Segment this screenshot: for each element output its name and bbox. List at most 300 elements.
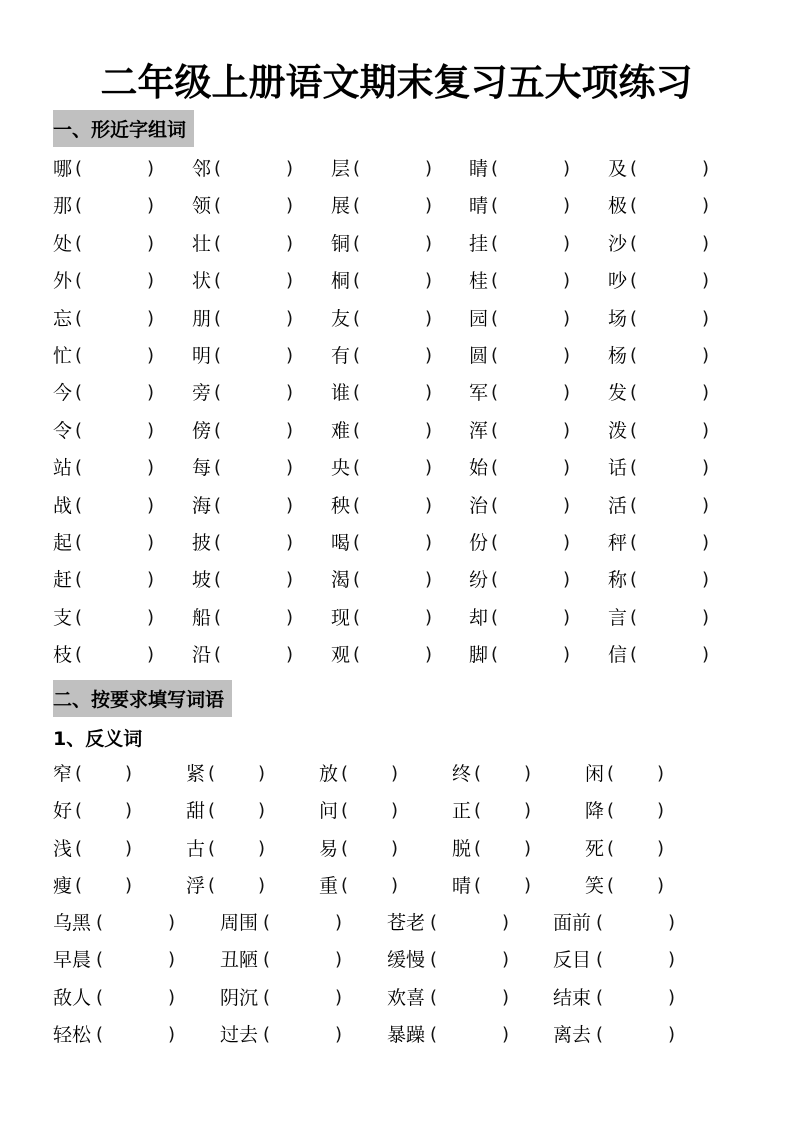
exercise-item xyxy=(53,565,188,595)
answer-blank[interactable] xyxy=(104,911,166,935)
close-paren: ) xyxy=(425,382,433,404)
prompt-character: 丑陋 xyxy=(220,949,259,972)
prompt-character: 站 xyxy=(53,457,73,480)
answer-blank[interactable] xyxy=(438,986,500,1010)
exercise-item xyxy=(608,453,743,483)
close-paren: ) xyxy=(702,195,710,217)
answer-blank[interactable] xyxy=(222,568,284,592)
prompt-character: 离去 xyxy=(553,1024,592,1047)
open-paren: ( xyxy=(491,382,499,404)
prompt-character: 面前 xyxy=(553,912,592,934)
answer-blank[interactable] xyxy=(83,269,145,293)
exercise-row xyxy=(0,266,793,296)
exercise-item xyxy=(192,603,327,633)
open-paren: ( xyxy=(214,382,222,404)
open-paren: ( xyxy=(341,875,349,897)
answer-blank[interactable] xyxy=(361,381,423,405)
close-paren: ) xyxy=(563,644,571,666)
prompt-character: 终 xyxy=(452,763,472,785)
answer-blank[interactable] xyxy=(349,874,389,898)
answer-blank[interactable] xyxy=(438,911,500,935)
close-paren: ) xyxy=(168,1024,176,1046)
answer-blank[interactable] xyxy=(83,307,145,331)
close-paren: ) xyxy=(524,763,532,784)
open-paren: ( xyxy=(75,837,83,859)
close-paren: ) xyxy=(668,912,676,933)
prompt-character: 放 xyxy=(319,763,339,785)
answer-blank[interactable] xyxy=(361,232,423,256)
answer-blank[interactable] xyxy=(499,344,561,368)
answer-blank[interactable] xyxy=(222,643,284,667)
answer-blank[interactable] xyxy=(83,194,145,218)
prompt-character: 苍老 xyxy=(387,912,426,934)
answer-blank[interactable] xyxy=(222,157,284,181)
answer-blank[interactable] xyxy=(499,456,561,480)
exercise-item xyxy=(53,491,188,521)
answer-blank[interactable] xyxy=(83,799,123,823)
section-heading-similar-characters: 一、形近字组词 xyxy=(53,110,194,147)
close-paren: ) xyxy=(286,606,294,628)
answer-blank[interactable] xyxy=(361,494,423,518)
answer-blank[interactable] xyxy=(638,194,700,218)
open-paren: ( xyxy=(263,1024,271,1046)
answer-blank[interactable] xyxy=(438,948,500,972)
exercise-item xyxy=(608,304,743,334)
prompt-character: 枝 xyxy=(53,644,73,667)
answer-blank[interactable] xyxy=(222,606,284,630)
exercise-item xyxy=(192,528,327,558)
prompt-character: 信 xyxy=(608,644,628,667)
open-paren: ( xyxy=(208,837,216,859)
answer-blank[interactable] xyxy=(216,837,256,861)
answer-blank[interactable] xyxy=(499,643,561,667)
answer-blank[interactable] xyxy=(271,948,333,972)
prompt-character: 秧 xyxy=(331,494,351,517)
prompt-character: 始 xyxy=(469,457,489,480)
answer-blank[interactable] xyxy=(482,799,522,823)
prompt-character: 桐 xyxy=(331,270,351,293)
close-paren: ) xyxy=(563,195,571,217)
answer-blank[interactable] xyxy=(499,381,561,405)
exercise-item xyxy=(331,453,466,483)
open-paren: ( xyxy=(630,195,638,217)
answer-blank[interactable] xyxy=(271,1023,333,1047)
answer-blank[interactable] xyxy=(361,307,423,331)
exercise-row xyxy=(0,378,793,408)
answer-blank[interactable] xyxy=(222,232,284,256)
prompt-character: 纷 xyxy=(469,569,489,592)
open-paren: ( xyxy=(630,232,638,254)
open-paren: ( xyxy=(353,382,361,404)
prompt-character: 沙 xyxy=(608,232,628,255)
prompt-character: 沿 xyxy=(192,644,212,667)
open-paren: ( xyxy=(353,307,361,329)
open-paren: ( xyxy=(630,307,638,329)
answer-blank[interactable] xyxy=(222,531,284,555)
close-paren: ) xyxy=(524,800,532,822)
answer-blank[interactable] xyxy=(104,986,166,1010)
exercise-item xyxy=(220,945,380,975)
answer-blank[interactable] xyxy=(638,568,700,592)
open-paren: ( xyxy=(353,195,361,217)
close-paren: ) xyxy=(702,232,710,254)
exercise-row xyxy=(0,640,793,670)
exercise-item xyxy=(53,266,188,296)
close-paren: ) xyxy=(657,875,665,897)
exercise-row xyxy=(0,834,793,864)
exercise-item xyxy=(608,266,743,296)
close-paren: ) xyxy=(147,644,155,666)
answer-blank[interactable] xyxy=(499,232,561,256)
answer-blank[interactable] xyxy=(499,568,561,592)
open-paren: ( xyxy=(491,494,499,516)
close-paren: ) xyxy=(425,232,433,254)
close-paren: ) xyxy=(147,195,155,217)
open-paren: ( xyxy=(353,644,361,666)
exercise-item xyxy=(192,565,327,595)
prompt-character: 令 xyxy=(53,419,73,442)
answer-blank[interactable] xyxy=(638,456,700,480)
exercise-item xyxy=(469,640,604,670)
close-paren: ) xyxy=(147,345,155,366)
exercise-row xyxy=(0,416,793,446)
prompt-character: 领 xyxy=(192,195,212,218)
exercise-item xyxy=(331,491,466,521)
answer-blank[interactable] xyxy=(499,531,561,555)
open-paren: ( xyxy=(214,532,222,553)
exercise-item xyxy=(469,378,604,408)
prompt-character: 极 xyxy=(608,195,628,218)
answer-blank[interactable] xyxy=(604,911,666,935)
exercise-item xyxy=(53,759,178,789)
open-paren: ( xyxy=(607,837,615,859)
answer-blank[interactable] xyxy=(638,381,700,405)
answer-blank[interactable] xyxy=(361,194,423,218)
exercise-item xyxy=(331,229,466,259)
prompt-character: 及 xyxy=(608,158,628,180)
answer-blank[interactable] xyxy=(83,837,123,861)
open-paren: ( xyxy=(353,494,361,516)
exercise-item xyxy=(469,528,604,558)
open-paren: ( xyxy=(491,158,499,179)
answer-blank[interactable] xyxy=(604,986,666,1010)
exercise-item xyxy=(186,759,311,789)
answer-blank[interactable] xyxy=(216,799,256,823)
prompt-character: 份 xyxy=(469,532,489,554)
close-paren: ) xyxy=(702,419,710,441)
answer-blank[interactable] xyxy=(222,269,284,293)
close-paren: ) xyxy=(286,232,294,254)
prompt-character: 铜 xyxy=(331,232,351,255)
open-paren: ( xyxy=(263,986,271,1008)
open-paren: ( xyxy=(607,875,615,897)
close-paren: ) xyxy=(258,837,266,859)
exercise-item xyxy=(319,834,444,864)
exercise-item xyxy=(53,603,188,633)
close-paren: ) xyxy=(147,307,155,329)
answer-blank[interactable] xyxy=(438,1023,500,1047)
exercise-row xyxy=(0,154,793,184)
prompt-character: 吵 xyxy=(608,270,628,293)
exercise-item xyxy=(585,759,710,789)
answer-blank[interactable] xyxy=(638,494,700,518)
exercise-item xyxy=(319,871,444,901)
answer-blank[interactable] xyxy=(104,948,166,972)
answer-blank[interactable] xyxy=(638,344,700,368)
exercise-item xyxy=(53,908,213,938)
open-paren: ( xyxy=(491,532,499,553)
answer-blank[interactable] xyxy=(83,157,145,181)
open-paren: ( xyxy=(353,419,361,441)
answer-blank[interactable] xyxy=(83,643,145,667)
answer-blank[interactable] xyxy=(361,531,423,555)
exercise-item xyxy=(53,304,188,334)
open-paren: ( xyxy=(75,569,83,591)
close-paren: ) xyxy=(147,382,155,404)
answer-blank[interactable] xyxy=(83,494,145,518)
exercise-item xyxy=(53,983,213,1013)
prompt-character: 朋 xyxy=(192,307,212,330)
close-paren: ) xyxy=(286,569,294,591)
prompt-character: 挂 xyxy=(469,232,489,255)
open-paren: ( xyxy=(430,912,438,933)
close-paren: ) xyxy=(286,382,294,404)
answer-blank[interactable] xyxy=(638,269,700,293)
exercise-item xyxy=(469,341,604,371)
prompt-character: 晴 xyxy=(469,195,489,218)
exercise-item xyxy=(608,416,743,446)
close-paren: ) xyxy=(286,457,294,479)
exercise-item xyxy=(608,528,743,558)
exercise-item xyxy=(331,603,466,633)
answer-blank[interactable] xyxy=(222,381,284,405)
open-paren: ( xyxy=(491,606,499,628)
prompt-character: 脚 xyxy=(469,644,489,667)
open-paren: ( xyxy=(75,800,83,822)
exercise-item xyxy=(319,759,444,789)
answer-blank[interactable] xyxy=(83,456,145,480)
answer-blank[interactable] xyxy=(104,1023,166,1047)
exercise-item xyxy=(387,945,547,975)
close-paren: ) xyxy=(147,569,155,591)
prompt-character: 处 xyxy=(53,232,73,255)
close-paren: ) xyxy=(286,158,294,179)
answer-blank[interactable] xyxy=(216,762,256,786)
open-paren: ( xyxy=(214,345,222,366)
close-paren: ) xyxy=(563,494,571,516)
exercise-item xyxy=(331,191,466,221)
open-paren: ( xyxy=(474,837,482,859)
answer-blank[interactable] xyxy=(216,874,256,898)
answer-blank[interactable] xyxy=(604,948,666,972)
open-paren: ( xyxy=(75,644,83,666)
close-paren: ) xyxy=(335,949,343,971)
answer-blank[interactable] xyxy=(499,606,561,630)
answer-blank[interactable] xyxy=(83,762,123,786)
open-paren: ( xyxy=(474,763,482,784)
close-paren: ) xyxy=(563,345,571,366)
exercise-item xyxy=(469,603,604,633)
prompt-character: 坡 xyxy=(192,569,212,592)
prompt-character: 旁 xyxy=(192,382,212,405)
answer-blank[interactable] xyxy=(83,874,123,898)
open-paren: ( xyxy=(491,345,499,366)
close-paren: ) xyxy=(125,875,133,897)
answer-blank[interactable] xyxy=(361,344,423,368)
answer-blank[interactable] xyxy=(499,157,561,181)
answer-blank[interactable] xyxy=(499,307,561,331)
exercise-item xyxy=(469,191,604,221)
answer-blank[interactable] xyxy=(83,232,145,256)
close-paren: ) xyxy=(425,457,433,479)
open-paren: ( xyxy=(214,195,222,217)
answer-blank[interactable] xyxy=(83,344,145,368)
answer-blank[interactable] xyxy=(482,762,522,786)
prompt-character: 敌人 xyxy=(53,986,92,1009)
answer-blank[interactable] xyxy=(361,606,423,630)
exercise-item xyxy=(192,416,327,446)
answer-blank[interactable] xyxy=(638,643,700,667)
close-paren: ) xyxy=(168,949,176,971)
prompt-character: 桂 xyxy=(469,270,489,293)
answer-blank[interactable] xyxy=(499,419,561,443)
answer-blank[interactable] xyxy=(615,837,655,861)
answer-blank[interactable] xyxy=(349,799,389,823)
close-paren: ) xyxy=(147,232,155,254)
answer-blank[interactable] xyxy=(499,494,561,518)
prompt-character: 赶 xyxy=(53,569,73,592)
answer-blank[interactable] xyxy=(638,232,700,256)
answer-blank[interactable] xyxy=(638,419,700,443)
prompt-character: 好 xyxy=(53,800,73,823)
exercise-item xyxy=(331,416,466,446)
prompt-character: 易 xyxy=(319,837,339,860)
exercise-item xyxy=(469,229,604,259)
prompt-character: 问 xyxy=(319,800,339,823)
prompt-character: 称 xyxy=(608,569,628,592)
close-paren: ) xyxy=(258,875,266,897)
close-paren: ) xyxy=(391,763,399,784)
close-paren: ) xyxy=(668,949,676,971)
open-paren: ( xyxy=(214,158,222,179)
answer-blank[interactable] xyxy=(638,606,700,630)
answer-blank[interactable] xyxy=(604,1023,666,1047)
answer-blank[interactable] xyxy=(83,531,145,555)
exercise-item xyxy=(220,983,380,1013)
answer-blank[interactable] xyxy=(482,874,522,898)
prompt-character: 重 xyxy=(319,875,339,898)
close-paren: ) xyxy=(125,837,133,859)
close-paren: ) xyxy=(702,532,710,553)
open-paren: ( xyxy=(353,457,361,479)
exercise-item xyxy=(53,796,178,826)
exercise-item xyxy=(53,1020,213,1050)
answer-blank[interactable] xyxy=(271,911,333,935)
close-paren: ) xyxy=(286,532,294,553)
answer-blank[interactable] xyxy=(222,307,284,331)
open-paren: ( xyxy=(491,457,499,479)
answer-blank[interactable] xyxy=(349,762,389,786)
exercise-item xyxy=(469,304,604,334)
exercise-item xyxy=(585,834,710,864)
close-paren: ) xyxy=(425,419,433,441)
close-paren: ) xyxy=(147,457,155,479)
open-paren: ( xyxy=(214,644,222,666)
exercise-item xyxy=(608,154,743,184)
prompt-character: 睛 xyxy=(469,158,489,180)
answer-blank[interactable] xyxy=(361,643,423,667)
exercise-item xyxy=(192,229,327,259)
exercise-row xyxy=(0,528,793,558)
answer-blank[interactable] xyxy=(615,762,655,786)
answer-blank[interactable] xyxy=(83,568,145,592)
exercise-item xyxy=(331,341,466,371)
answer-blank[interactable] xyxy=(83,606,145,630)
answer-blank[interactable] xyxy=(361,269,423,293)
answer-blank[interactable] xyxy=(222,194,284,218)
close-paren: ) xyxy=(425,569,433,591)
exercise-item xyxy=(469,453,604,483)
answer-blank[interactable] xyxy=(361,568,423,592)
close-paren: ) xyxy=(657,837,665,859)
answer-blank[interactable] xyxy=(222,494,284,518)
answer-blank[interactable] xyxy=(271,986,333,1010)
exercise-item xyxy=(452,759,577,789)
prompt-character: 战 xyxy=(53,494,73,517)
answer-blank[interactable] xyxy=(361,157,423,181)
exercise-item xyxy=(192,453,327,483)
answer-blank[interactable] xyxy=(638,307,700,331)
close-paren: ) xyxy=(147,270,155,292)
prompt-character: 喝 xyxy=(331,532,351,554)
open-paren: ( xyxy=(96,949,104,971)
answer-blank[interactable] xyxy=(361,456,423,480)
answer-blank[interactable] xyxy=(499,269,561,293)
prompt-character: 每 xyxy=(192,457,212,480)
answer-blank[interactable] xyxy=(222,344,284,368)
exercise-item xyxy=(553,1020,713,1050)
exercise-row xyxy=(0,191,793,221)
exercise-item xyxy=(608,378,743,408)
answer-blank[interactable] xyxy=(615,799,655,823)
close-paren: ) xyxy=(286,307,294,329)
answer-blank[interactable] xyxy=(349,837,389,861)
open-paren: ( xyxy=(491,270,499,292)
open-paren: ( xyxy=(263,949,271,971)
open-paren: ( xyxy=(607,800,615,822)
answer-blank[interactable] xyxy=(83,419,145,443)
prompt-character: 杨 xyxy=(608,345,628,367)
exercise-row xyxy=(0,603,793,633)
exercise-item xyxy=(53,640,188,670)
exercise-item xyxy=(608,603,743,633)
prompt-character: 泼 xyxy=(608,419,628,442)
answer-blank[interactable] xyxy=(615,874,655,898)
open-paren: ( xyxy=(75,763,83,784)
open-paren: ( xyxy=(630,158,638,179)
answer-blank[interactable] xyxy=(499,194,561,218)
answer-blank[interactable] xyxy=(638,157,700,181)
answer-blank[interactable] xyxy=(361,419,423,443)
answer-blank[interactable] xyxy=(638,531,700,555)
answer-blank[interactable] xyxy=(222,456,284,480)
close-paren: ) xyxy=(524,837,532,859)
answer-blank[interactable] xyxy=(222,419,284,443)
exercise-row xyxy=(0,304,793,334)
prompt-character: 展 xyxy=(331,195,351,218)
answer-blank[interactable] xyxy=(83,381,145,405)
answer-blank[interactable] xyxy=(482,837,522,861)
